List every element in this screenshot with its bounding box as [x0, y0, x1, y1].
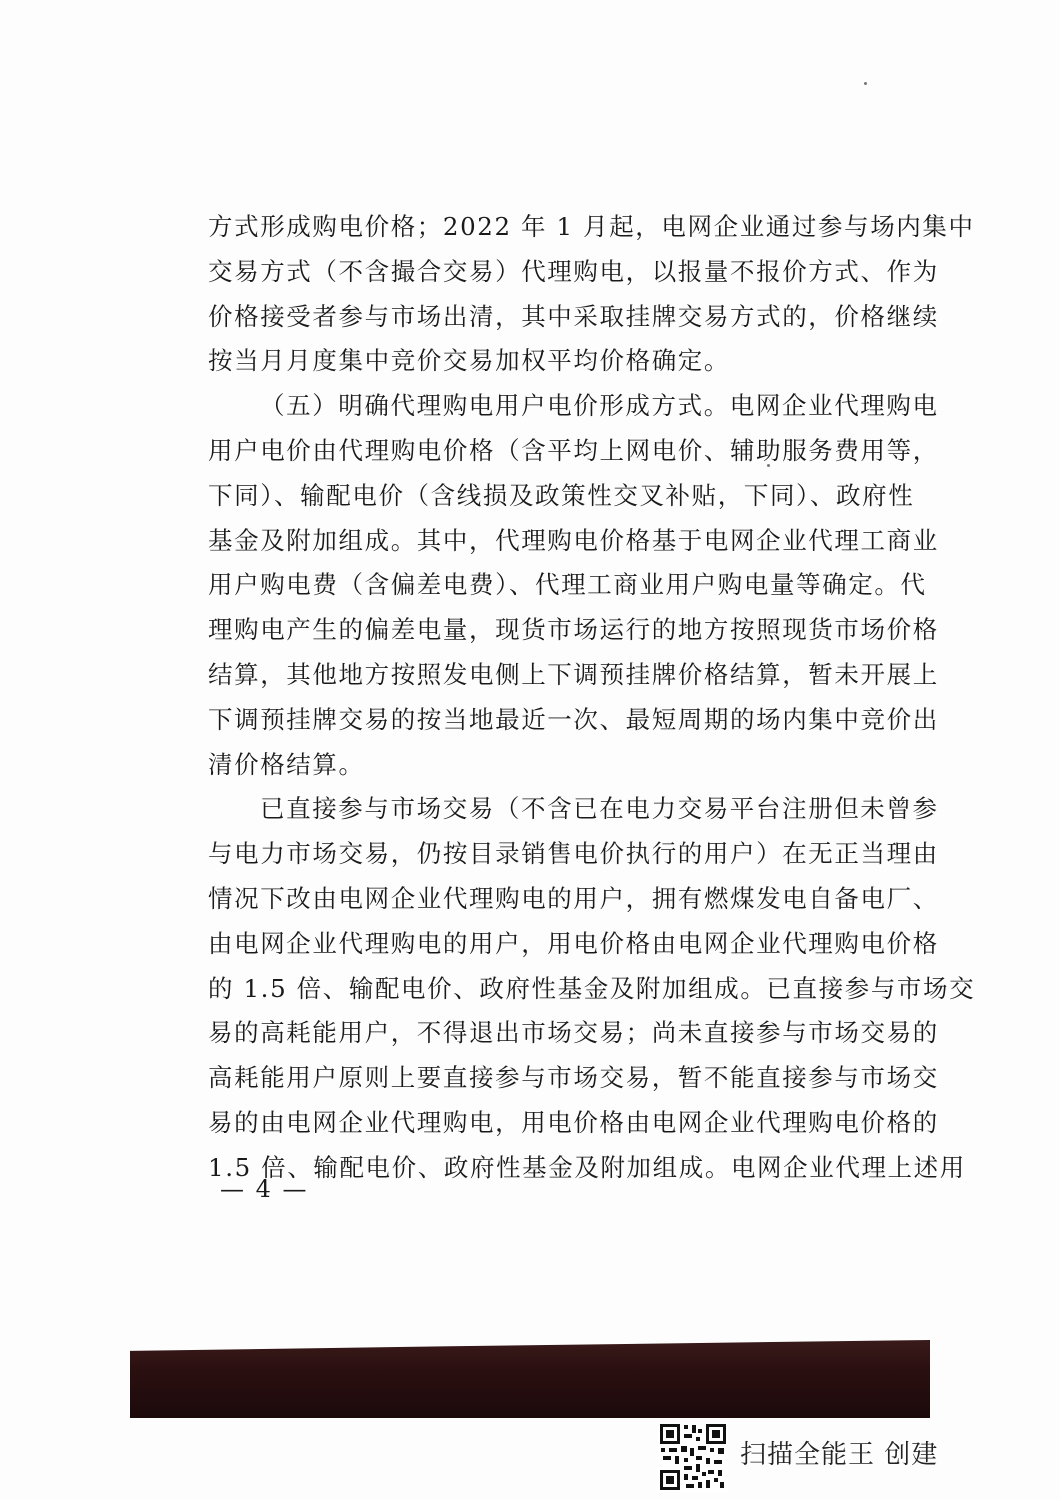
text-line: 方式形成购电价格；2022 年 1 月起，电网企业通过参与场内集中 — [208, 212, 975, 241]
text-line: 的 1.5 倍、输配电价、政府性基金及附加组成。已直接参与市场交 — [208, 973, 976, 1003]
text-line: 理购电产生的偏差电量，现货市场运行的地方按照现货市场价格 — [208, 615, 939, 645]
text-line: 用户购电费（含偏差电费）、代理工商业用户购电量等确定。代 — [208, 570, 927, 600]
scan-shadow-band — [130, 1340, 930, 1418]
text-line: 下调预挂牌交易的按当地最近一次、最短周期的场内集中竞价出 — [208, 704, 939, 734]
page-number: — 4 — — [220, 1175, 309, 1203]
scan-speck — [864, 82, 867, 85]
text-line: 由电网企业代理购电的用户，用电价格由电网企业代理购电价格 — [208, 928, 939, 958]
text-line: 结算，其他地方按照发电侧上下调预挂牌价格结算，暂未开展上 — [208, 659, 939, 689]
text-line: 情况下改由电网企业代理购电的用户，拥有燃煤发电自备电厂、 — [208, 883, 939, 913]
text-line: 清价格结算。 — [208, 749, 365, 779]
body-text — [208, 205, 976, 1191]
text-line: 交易方式（不含撮合交易）代理购电，以报量不报价方式、作为 — [208, 256, 939, 286]
text-line: 易的高耗能用户，不得退出市场交易；尚未直接参与市场交易的 — [208, 1018, 939, 1048]
qr-code-icon — [658, 1422, 728, 1492]
scanner-watermark: 扫描全能王 创建 — [740, 1440, 939, 1470]
text-line: 与电力市场交易，仍按目录销售电价执行的用户）在无正当理由 — [208, 839, 939, 869]
text-line: 用户电价由代理购电价格（含平均上网电价、辅助服务费用等， — [208, 435, 939, 465]
text-line: 基金及附加组成。其中，代理购电价格基于电网企业代理工商业 — [208, 525, 939, 555]
text-line: 已直接参与市场交易（不含已在电力交易平台注册但未曾参 — [260, 794, 939, 824]
text-line: 1.5 倍、输配电价、政府性基金及附加组成。电网企业代理上述用 — [208, 1152, 966, 1182]
text-line: （五）明确代理购电用户电价形成方式。电网企业代理购电 — [260, 391, 939, 421]
text-line: 价格接受者参与市场出清，其中采取挂牌交易方式的，价格继续 — [208, 301, 939, 331]
text-line: 高耗能用户原则上要直接参与市场交易，暂不能直接参与市场交 — [208, 1063, 939, 1093]
text-line: 易的由电网企业代理购电，用电价格由电网企业代理购电价格的 — [208, 1107, 939, 1137]
text-line: 下同）、输配电价（含线损及政策性交叉补贴，下同）、政府性 — [208, 480, 915, 510]
text-line: 按当月月度集中竞价交易加权平均价格确定。 — [208, 346, 730, 376]
